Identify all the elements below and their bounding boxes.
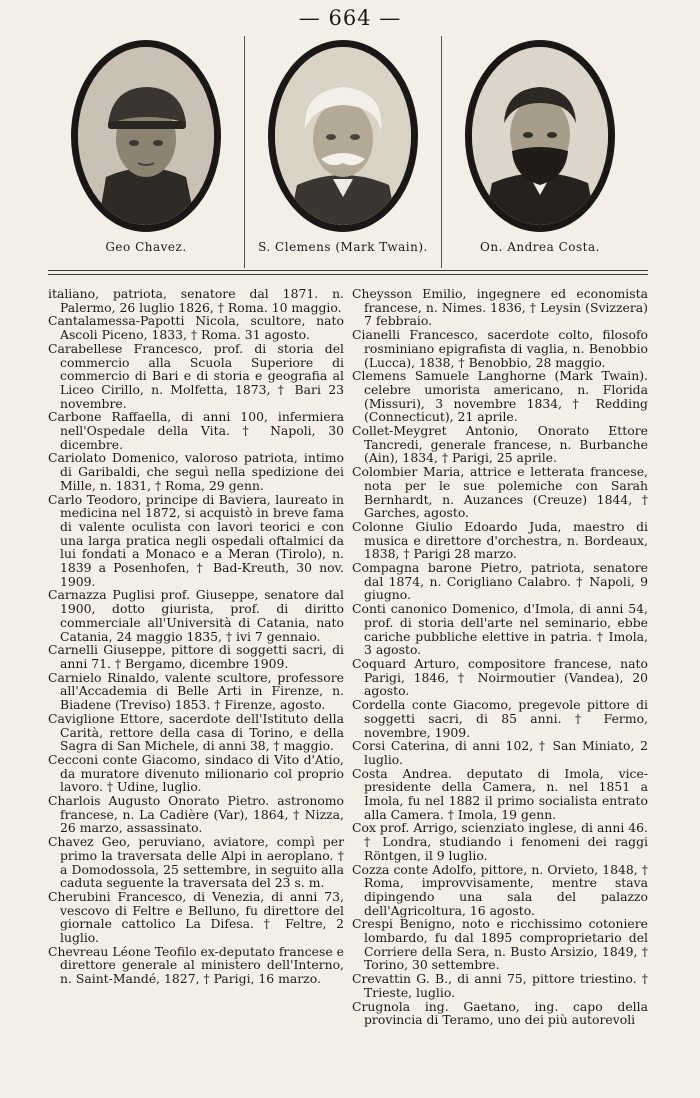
portrait-row bbox=[48, 36, 638, 268]
obituary-entry: Crugnola ing. Gaetano, ing. capo della provincia di Teramo, uno dei più autorevoli bbox=[352, 998, 648, 1028]
portrait-photo-clemens bbox=[275, 47, 411, 225]
portrait-frame bbox=[71, 40, 221, 232]
obituary-entry: Carlo Teodoro, principe di Baviera, laureato in medicina nel 1872, si acquistò in breve fama di valente oculista con lavori teorici e con una larga pratica negli ospedali oftalmici da lui fondati a Monaco e a Meran (Tirolo), n. 1839 a Posenhofen, † Bad-Kreuth, 30 nov. 1909. bbox=[48, 491, 344, 589]
obituary-entry: Colombier Maria, attrice e letterata francese, nota per le sue polemiche con Sarah Bernhardt, n. Auzances (Creuze) 1844, † Garches, agosto. bbox=[352, 464, 648, 521]
obituary-entry: Carabellese Francesco, prof. di storia del commercio alla Scuola Superiore di commercio di Bari e di storia e geografia al Liceo Cirillo, n. Molfetta, 1873, † Bari 23 novembre. bbox=[48, 340, 344, 411]
obituary-entry: Coquard Arturo, compositore francese, nato Parigi, 1846, † Noirmoutier (Vandea), 20 agosto. bbox=[352, 655, 648, 699]
portrait-caption: Geo Chavez. bbox=[105, 240, 187, 254]
obituary-entry: Cheysson Emilio, ingegnere ed economista francese, n. Nimes. 1836, † Leysin (Svizzera) 7 febbraio. bbox=[352, 286, 648, 329]
obituary-entry: Cozza conte Adolfo, pittore, n. Orvieto, 1848, † Roma, improvvisamente, mentre stava dipingendo una sala del palazzo dell'Agricoltura, 16 agosto. bbox=[352, 861, 648, 918]
portrait-frame bbox=[465, 40, 615, 232]
obituary-entry: Chevreau Léone Teofilo ex-deputato francese e direttore generale al ministero dell'Interno, n. Saint-Mandé, 1827, † Parigi, 16 marzo. bbox=[48, 943, 344, 987]
obituary-entry: Clemens Samuele Langhorne (Mark Twain). celebre umorista americano, n. Florida (Missuri), 3 novembre 1834, † Redding (Connecticut), 21 aprile. bbox=[352, 368, 648, 425]
obituary-entry: Caviglione Ettore, sacerdote dell'Istituto della Carità, rettore della casa di Torino, e della Sagra di San Michele, di anni 38, † maggio. bbox=[48, 710, 344, 754]
portrait-costa bbox=[441, 36, 638, 268]
obituary-entry: Carnelli Giuseppe, pittore di soggetti sacri, di anni 71. † Bergamo, dicembre 1909. bbox=[48, 642, 344, 671]
obituary-entry: Colonne Giulio Edoardo Juda, maestro di musica e direttore d'orchestra, n. Bordeaux, 1838, † Parigi 28 marzo. bbox=[352, 518, 648, 562]
obituary-entry: Cariolato Domenico, valoroso patriota, intimo di Garibaldi, che seguì nella spedizione dei Mille, n. 1831, † Roma, 29 genn. bbox=[48, 450, 344, 493]
obituary-entry: Crevattin G. B., di anni 75, pittore triestino. † Trieste, luglio. bbox=[352, 971, 648, 1000]
obituary-entry: Corsi Caterina, di anni 102, † San Miniato, 2 luglio. bbox=[352, 738, 648, 767]
portrait-clemens bbox=[244, 36, 441, 268]
obituary-entry: Carnielo Rinaldo, valente scultore, professore all'Accademia di Belle Arti in Firenze, n. Biadene (Treviso) 1853. † Firenze, agosto. bbox=[48, 669, 344, 713]
obituary-entry: Cherubini Francesco, di Venezia, di anni 73, vescovo di Feltre e Belluno, fu direttore del giornale cattolico La Difesa. † Feltre, 2 luglio. bbox=[48, 888, 344, 946]
obituary-entry: italiano, patriota, senatore dal 1871. n. Palermo, 26 luglio 1826, † Roma. 10 maggio. bbox=[48, 286, 344, 315]
portrait-photo-costa bbox=[472, 47, 608, 225]
portrait-caption: On. Andrea Costa. bbox=[480, 240, 600, 254]
portrait-frame bbox=[268, 40, 418, 232]
obituary-entry: Cecconi conte Giacomo, sindaco di Vito d'Atio, da muratore divenuto milionario col proprio lavoro. † Udine, luglio. bbox=[48, 751, 344, 795]
portrait-chavez bbox=[48, 36, 244, 268]
portrait-photo-chavez bbox=[78, 47, 214, 225]
obituary-entry: Cordella conte Giacomo, pregevole pittore di soggetti sacri, di 85 anni. † Fermo, novembre, 1909. bbox=[352, 697, 648, 740]
obituary-entry: Conti canonico Domenico, d'Imola, di anni 54, prof. di storia dell'arte nel seminario, ebbe cariche pubbliche elettive in patria. † Imola, 3 agosto. bbox=[352, 601, 648, 658]
obituary-entry: Crespi Benigno, noto e ricchissimo cotoniere lombardo, fu dal 1895 comproprietario del Corriere della Sera, n. Busto Arsizio, 1849, † Torino, 30 settembre. bbox=[352, 916, 648, 973]
obituary-entry: Collet-Meygret Antonio, Onorato Ettore Tancredi, generale francese, n. Burbanche (Ain), 1834, † Parigi, 25 aprile. bbox=[352, 423, 648, 466]
divider-rule bbox=[48, 274, 648, 275]
obituary-entry: Carbone Raffaella, di anni 100, infermiera nell'Ospedale della Vita. † Napoli, 30 dicembre. bbox=[48, 409, 344, 452]
obituary-columns bbox=[48, 287, 648, 1097]
divider-rule bbox=[48, 270, 648, 271]
page-number: — 664 — bbox=[298, 6, 402, 30]
obituary-entry: Costa Andrea. deputato di Imola, vice-presidente della Camera, n. nel 1851 a Imola, fu nel 1882 il primo socialista entrato alla Camera. † Imola, 19 genn. bbox=[352, 765, 648, 822]
left-column bbox=[48, 287, 344, 1097]
portrait-caption: S. Clemens (Mark Twain). bbox=[258, 240, 428, 254]
obituary-entry: Chavez Geo, peruviano, aviatore, compì per primo la traversata delle Alpi in aeroplano. † a Domodossola, 25 settembre, in seguito alla caduta seguente la traversata del 23 s. m. bbox=[48, 834, 344, 891]
obituary-entry: Cantalamessa-Papotti Nicola, scultore, nato Ascoli Piceno, 1833, † Roma. 31 agosto. bbox=[48, 313, 344, 343]
obituary-entry: Carnazza Puglisi prof. Giuseppe, senatore dal 1900, dotto giurista, prof. di diritto commerciale all'Università di Catania, nato Catania, 24 maggio 1835, † ivi 7 gennaio. bbox=[48, 587, 344, 644]
obituary-entry: Cox prof. Arrigo, scienziato inglese, di anni 46. † Londra, studiando i fenomeni dei raggi Röntgen, il 9 luglio. bbox=[352, 820, 648, 863]
obituary-entry: Cianelli Francesco, sacerdote colto, filosofo rosminiano epigrafista di vaglia, n. Benobbio (Lucca), 1838, † Benobbio, 28 maggio. bbox=[352, 327, 648, 370]
obituary-entry: Charlois Augusto Onorato Pietro. astronomo francese, n. La Cadière (Var), 1864, † Nizza, 26 marzo, assassinato. bbox=[48, 793, 344, 836]
obituary-entry: Compagna barone Pietro, patriota, senatore dal 1874, n. Corigliano Calabro. † Napoli, 9 giugno. bbox=[352, 560, 648, 603]
right-column bbox=[352, 287, 648, 1097]
